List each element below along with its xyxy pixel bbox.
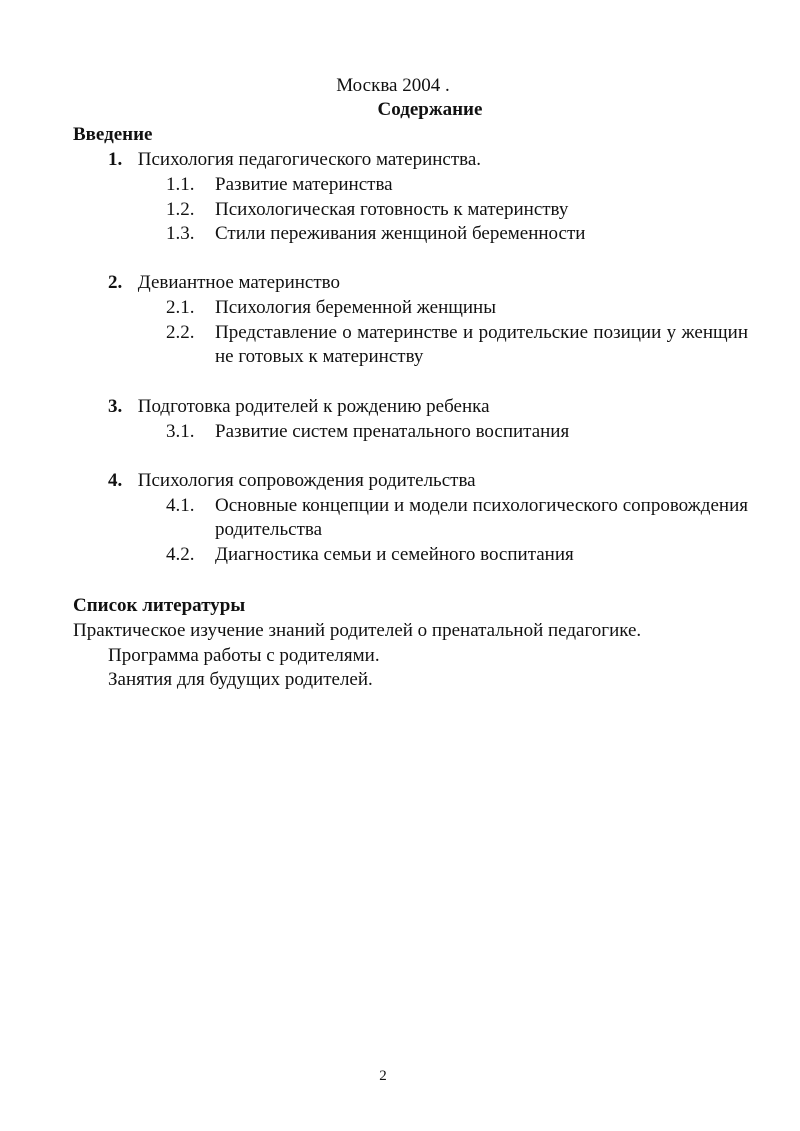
chapter-number: 4. (108, 470, 123, 491)
subsection-title: Представление о материнстве и родительские позиции у женщин не готовых к материнству (215, 322, 748, 367)
subsection-number: 3.1. (166, 421, 195, 442)
toc-subsection-3-1 (166, 420, 748, 444)
toc-program: Программа работы с родителями. (108, 645, 380, 666)
contents-title: Содержание (377, 99, 483, 120)
chapter-number: 2. (108, 272, 123, 293)
chapter-title: Девиантное материнство (137, 272, 340, 293)
subsection-number: 2.1. (166, 297, 195, 318)
toc-subsection-1-2 (166, 198, 748, 222)
subsection-number: 1.1. (166, 174, 195, 195)
toc-subsection-1-3 (166, 222, 748, 246)
subsection-title: Развитие материнства (215, 174, 393, 195)
toc-subsection-2-1 (166, 296, 748, 320)
subsection-number: 1.2. (166, 199, 195, 220)
toc-subsection-4-2 (166, 543, 748, 567)
toc-practical-study: Практическое изучение знаний родителей о пренатальной педагогике. (73, 620, 642, 641)
toc-chapter-3 (108, 395, 490, 419)
toc-lessons: Занятия для будущих родителей. (108, 669, 373, 690)
subsection-title: Развитие систем пренатального воспитания (215, 421, 570, 442)
subsection-title: Стили переживания женщиной беременности (215, 223, 586, 244)
chapter-title: Психология сопровождения родительства (137, 470, 476, 491)
toc-chapter-2 (108, 271, 340, 295)
chapter-title: Подготовка родителей к рождению ребенка (137, 396, 490, 417)
subsection-number: 1.3. (166, 223, 195, 244)
toc-literature: Список литературы (73, 595, 246, 616)
page-number: 2 (379, 1068, 387, 1084)
subsection-title: Диагностика семьи и семейного воспитания (215, 544, 574, 565)
toc-subsection-2-2 (166, 321, 748, 369)
chapter-number: 1. (108, 149, 123, 170)
toc-chapter-1 (108, 148, 481, 172)
toc-chapter-4 (108, 469, 476, 493)
subsection-number: 2.2. (166, 322, 195, 343)
toc-introduction: Введение (73, 124, 153, 145)
city-year: Москва 2004 . (336, 75, 450, 96)
subsection-number: 4.1. (166, 495, 195, 516)
subsection-title: Основные концепции и модели психологического сопровождения родительства (215, 495, 748, 540)
chapter-number: 3. (108, 396, 123, 417)
subsection-title: Психология беременной женщины (215, 297, 496, 318)
toc-subsection-4-1 (166, 494, 748, 542)
subsection-title: Психологическая готовность к материнству (215, 199, 569, 220)
chapter-title: Психология педагогического материнства. (137, 149, 482, 170)
subsection-number: 4.2. (166, 544, 195, 565)
toc-subsection-1-1 (166, 173, 748, 197)
